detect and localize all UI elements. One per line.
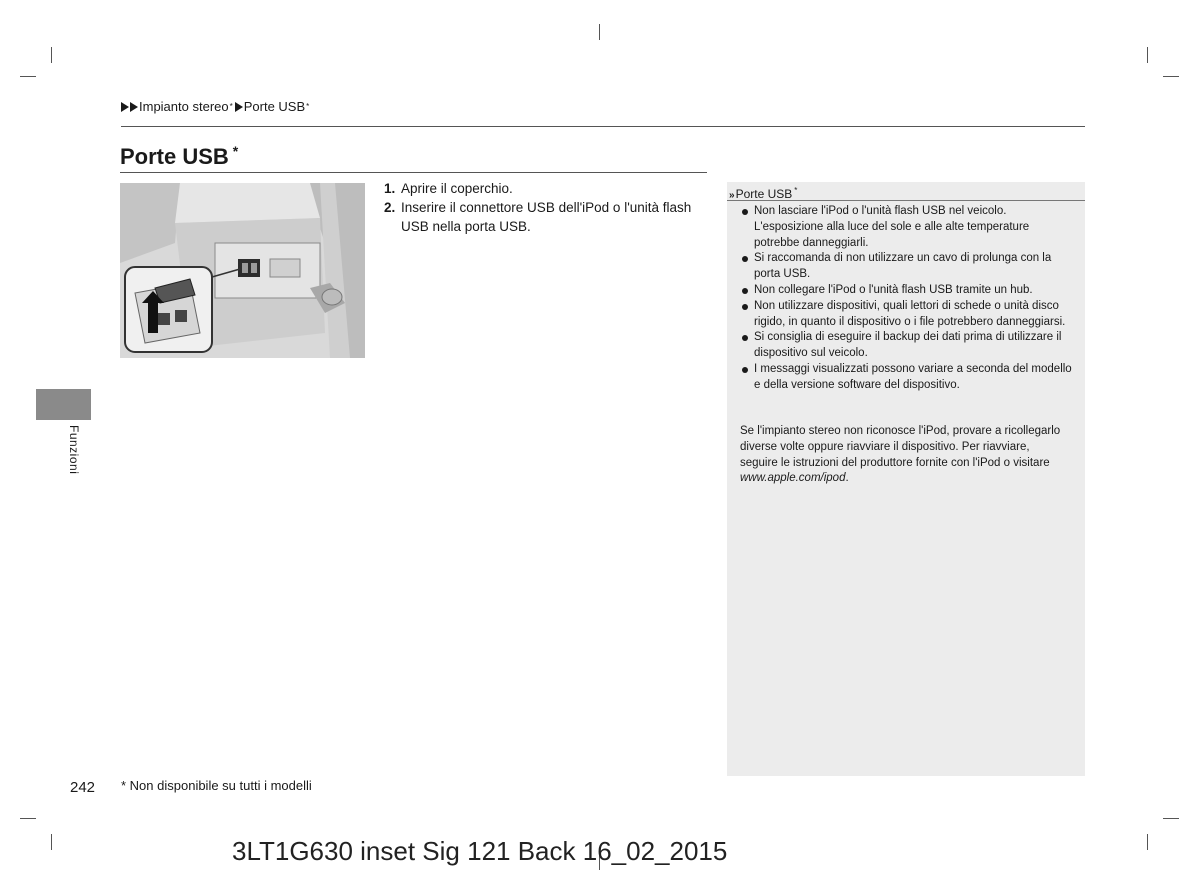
page-title: [120, 143, 240, 170]
crop-mark: [1147, 47, 1148, 63]
section-tab: [36, 389, 91, 420]
footnote: * Non disponibile su tutti i modelli: [121, 778, 312, 793]
breadcrumb-parent[interactable]: Impianto stereo: [139, 99, 229, 114]
crop-mark: [599, 24, 600, 40]
list-item: Non lasciare l'iPod o l'unità flash USB nel veicolo. L'esposizione alla luce del sole e alle alte temperature potrebbe danneggiarli.: [740, 204, 1076, 251]
sidebar-header-text: Porte USB: [735, 187, 793, 201]
breadcrumb-asterisk: *: [229, 102, 233, 111]
header-divider: [121, 126, 1085, 127]
page-number: 242: [70, 779, 96, 796]
step-item: [384, 198, 709, 236]
print-slug: 3LT1G630 inset Sig 121 Back 16_02_2015: [232, 836, 728, 866]
crop-mark: [51, 834, 52, 850]
arrow-right-icon: [121, 102, 129, 112]
arrow-right-icon: [235, 102, 243, 112]
sidebar-header-asterisk: *: [794, 186, 798, 195]
list-item: Si consiglia di eseguire il backup dei dati prima di utilizzare il dispositivo sul veicolo.: [740, 330, 1076, 362]
step-item: [384, 179, 709, 198]
sidebar-paragraph-end: .: [845, 472, 849, 485]
sidebar-bullet-list: [740, 204, 1076, 394]
steps-list: [384, 179, 709, 236]
breadcrumb-asterisk: *: [306, 102, 310, 111]
crop-mark: [20, 818, 36, 819]
breadcrumb: [121, 99, 311, 114]
sidebar-paragraph: [740, 424, 1070, 487]
step-number: 2.: [384, 200, 396, 215]
arrow-right-icon: [130, 102, 138, 112]
step-number: 1.: [384, 181, 396, 196]
crop-mark: [20, 76, 36, 77]
crop-mark: [1147, 834, 1148, 850]
usb-port-illustration: [120, 183, 365, 358]
step-text: Aprire il coperchio.: [401, 181, 513, 196]
list-item: Si raccomanda di non utilizzare un cavo di prolunga con la porta USB.: [740, 251, 1076, 283]
apple-link[interactable]: www.apple.com/ipod: [740, 472, 846, 485]
sidebar-header: [727, 182, 1085, 201]
list-item: Non collegare l'iPod o l'unità flash USB tramite un hub.: [740, 283, 1076, 299]
double-arrow-icon: »: [729, 190, 735, 201]
page-title-text: Porte USB: [120, 144, 229, 169]
title-asterisk: *: [232, 143, 239, 159]
list-item: I messaggi visualizzati possono variare a seconda del modello e della versione software del dispositivo.: [740, 362, 1076, 394]
title-divider: [120, 172, 707, 173]
breadcrumb-current: Porte USB: [243, 99, 306, 114]
step-text: Inserire il connettore USB dell'iPod o l'unità flash USB nella porta USB.: [401, 200, 692, 234]
sidebar-paragraph-text: Se l'impianto stereo non riconosce l'iPod, provare a ricollegarlo diverse volte oppure riavviare il dispositivo. Per riavviare, seguire le istruzioni del produttore fornite con l'iPod o visitare: [740, 425, 1061, 469]
crop-mark: [51, 47, 52, 63]
crop-mark: [1163, 818, 1179, 819]
crop-mark: [1163, 76, 1179, 77]
section-tab-label: Funzioni: [67, 425, 81, 475]
list-item: Non utilizzare dispositivi, quali lettori di schede o unità disco rigido, in quanto il dispositivo o i file potrebbero danneggiarsi.: [740, 299, 1076, 331]
